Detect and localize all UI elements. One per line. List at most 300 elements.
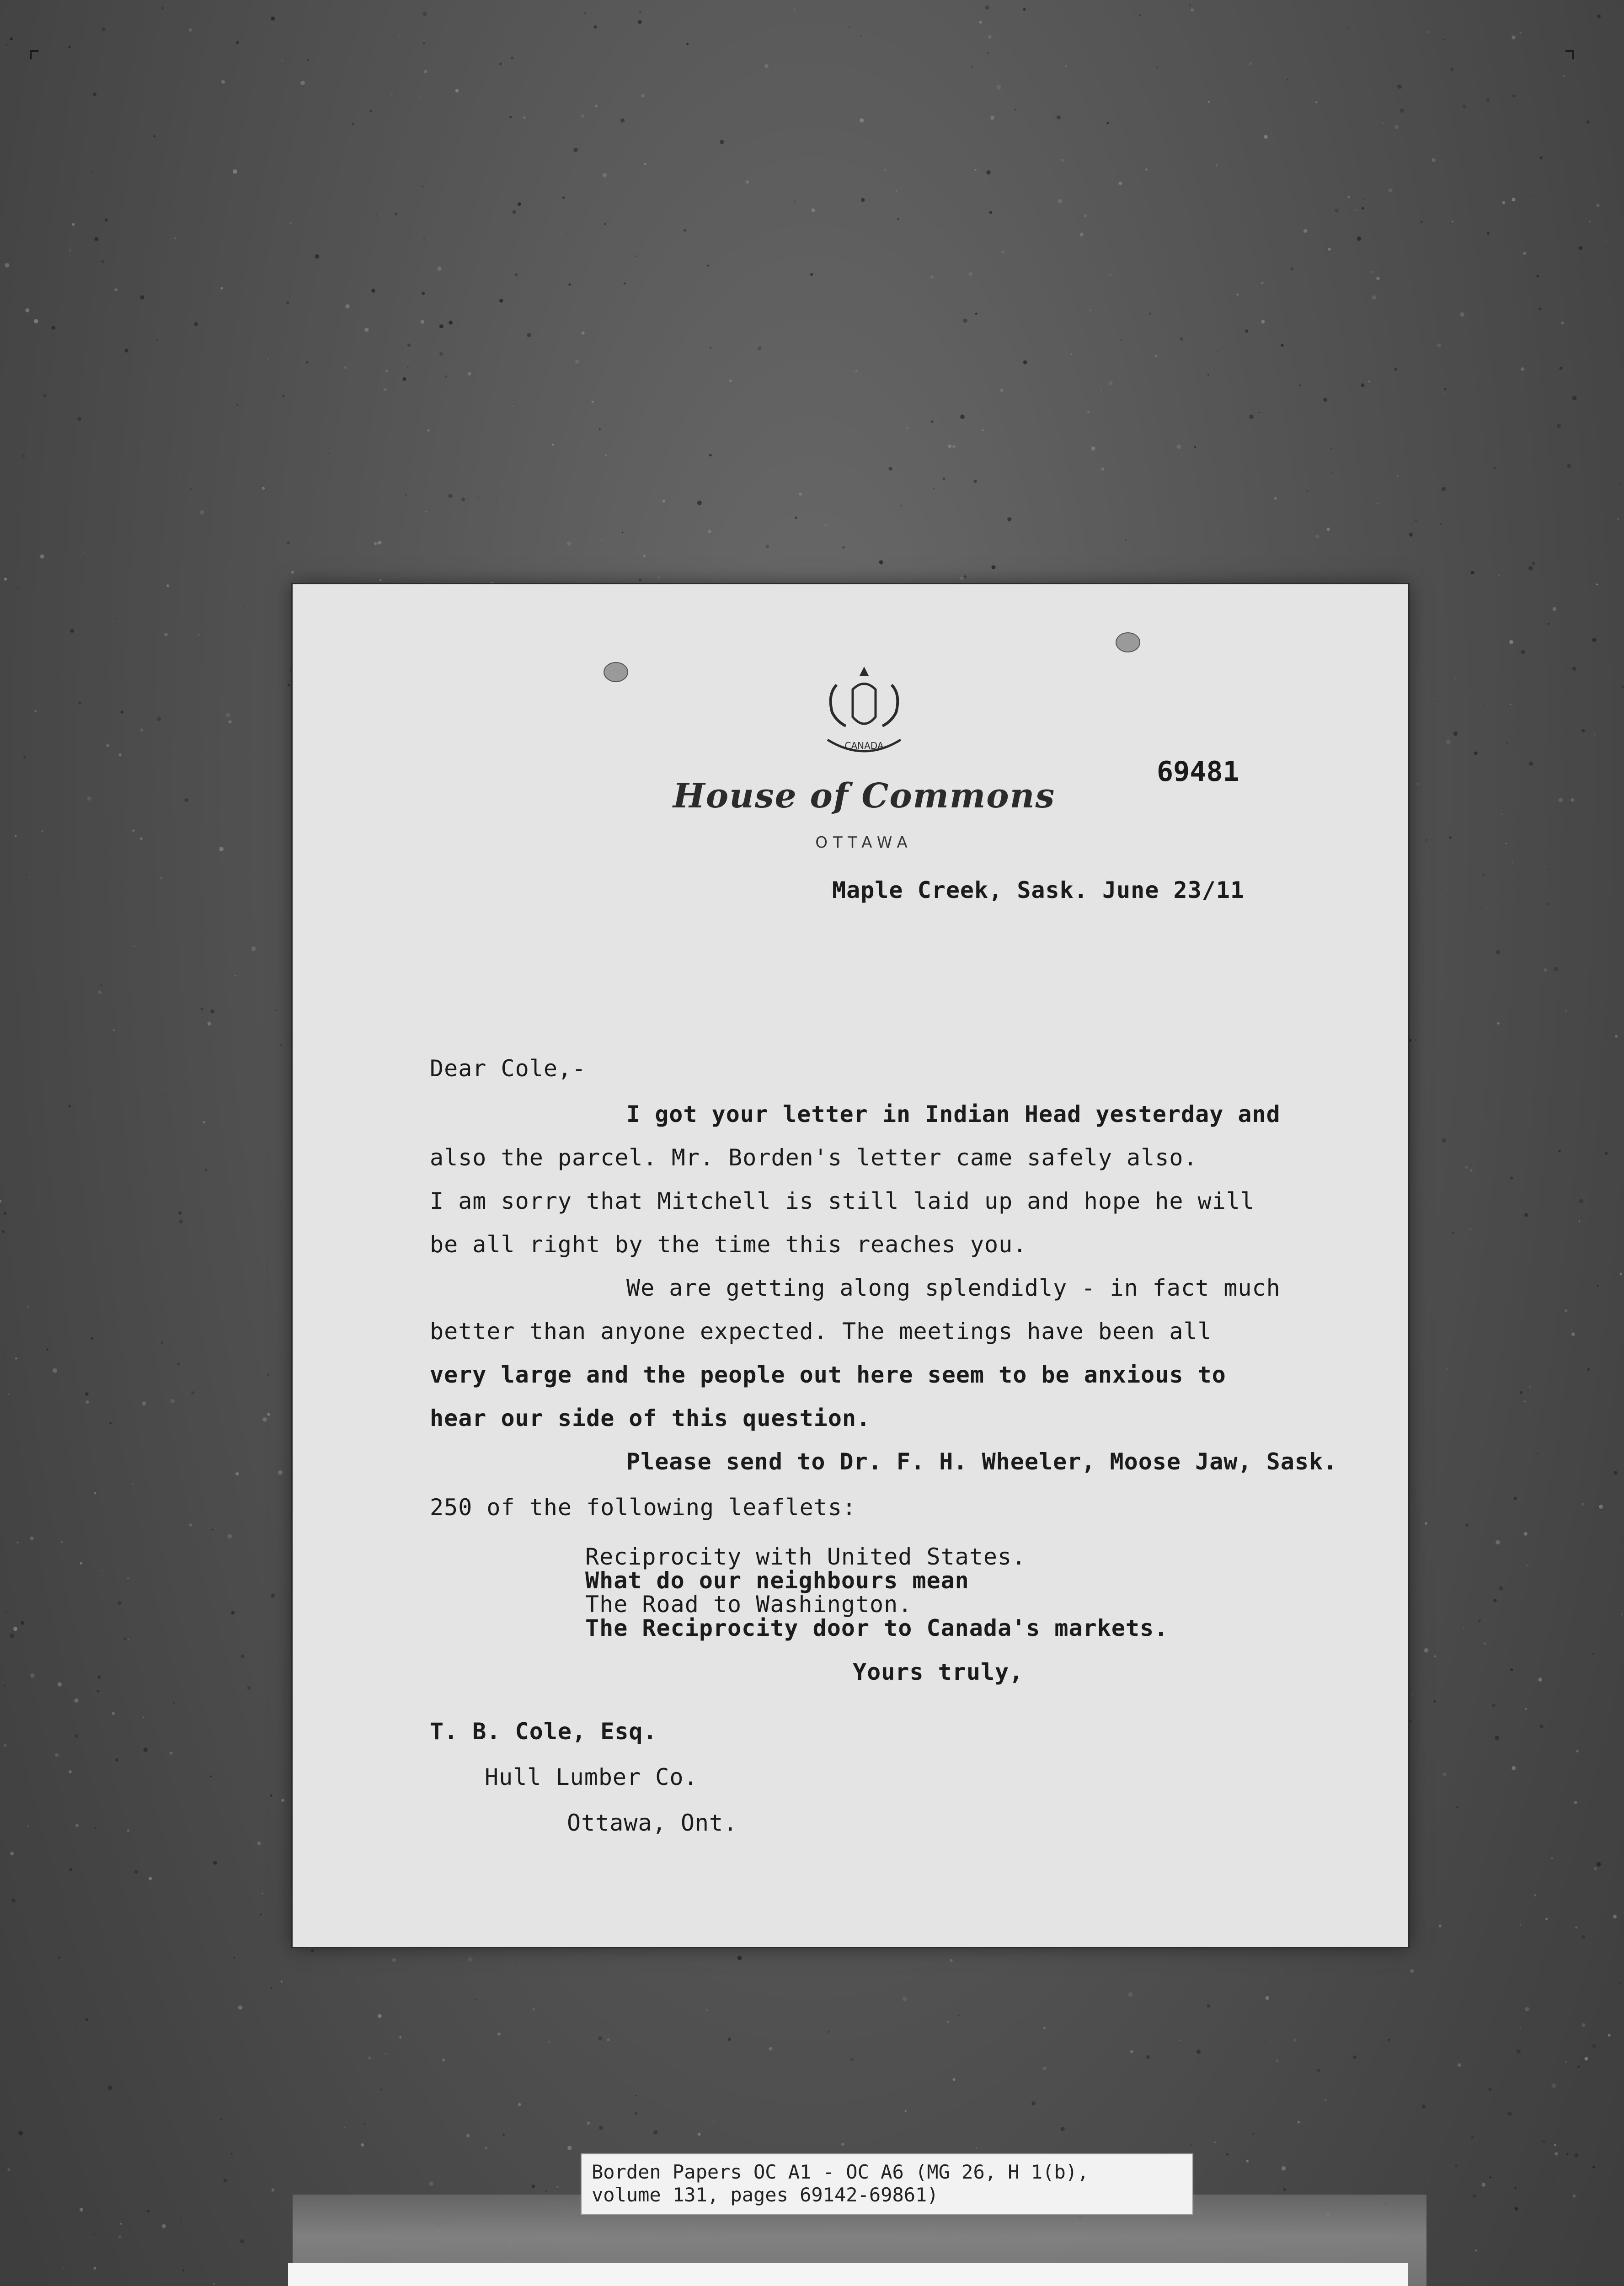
film-speck bbox=[1080, 233, 1084, 236]
film-speck bbox=[1394, 125, 1399, 129]
film-speck bbox=[1567, 464, 1571, 468]
film-speck bbox=[1520, 1391, 1523, 1394]
film-speck bbox=[1410, 1720, 1411, 1722]
film-speck bbox=[17, 1541, 19, 1543]
film-speck bbox=[1551, 1857, 1553, 1859]
film-speck bbox=[1524, 1532, 1528, 1536]
film-speck bbox=[127, 1829, 130, 1832]
film-speck bbox=[1125, 539, 1127, 540]
film-speck bbox=[639, 11, 642, 14]
film-speck bbox=[598, 2036, 602, 2040]
film-speck bbox=[5, 263, 10, 267]
body-line: I am sorry that Mitchell is still laid up and hope he will bbox=[430, 1188, 1255, 1214]
salutation: Dear Cole,- bbox=[430, 1055, 587, 1082]
film-speck bbox=[575, 359, 579, 363]
film-speck bbox=[1571, 798, 1574, 801]
film-speck bbox=[1444, 394, 1445, 395]
film-speck bbox=[235, 975, 236, 976]
film-speck bbox=[1249, 415, 1254, 419]
film-speck bbox=[83, 551, 84, 553]
film-speck bbox=[257, 1842, 261, 1845]
film-speck bbox=[18, 2131, 23, 2135]
film-speck bbox=[468, 1957, 472, 1961]
film-speck bbox=[1453, 732, 1458, 736]
film-speck bbox=[1581, 1935, 1585, 1939]
film-speck bbox=[1510, 1668, 1513, 1671]
body-line: better than anyone expected. The meetings have been all bbox=[430, 1318, 1212, 1345]
film-speck bbox=[594, 25, 597, 28]
film-speck bbox=[21, 1621, 24, 1625]
film-speck bbox=[178, 1212, 182, 1215]
film-speck bbox=[114, 288, 118, 291]
film-speck bbox=[1214, 2142, 1216, 2143]
body-line: also the parcel. Mr. Borden's letter came safely also. bbox=[430, 1144, 1198, 1171]
film-speck bbox=[1619, 484, 1620, 486]
film-speck bbox=[1574, 2153, 1579, 2158]
film-speck bbox=[120, 2223, 122, 2225]
film-speck bbox=[573, 148, 578, 152]
leaflet-item: What do our neighbours mean bbox=[585, 1567, 969, 1594]
film-speck bbox=[1091, 446, 1095, 450]
film-speck bbox=[75, 1824, 79, 1827]
film-speck bbox=[556, 2186, 558, 2187]
film-speck bbox=[114, 1121, 115, 1122]
film-speck bbox=[562, 196, 565, 199]
film-speck bbox=[1565, 1010, 1567, 1011]
film-speck bbox=[1015, 109, 1016, 110]
film-speck bbox=[720, 140, 724, 144]
film-speck bbox=[501, 485, 502, 486]
film-speck bbox=[449, 320, 453, 325]
film-speck bbox=[662, 500, 666, 503]
film-speck bbox=[658, 577, 660, 578]
letterhead-title: House of Commons bbox=[673, 776, 1056, 816]
film-speck bbox=[149, 1935, 150, 1937]
film-speck bbox=[380, 2088, 382, 2091]
film-speck bbox=[1283, 2188, 1286, 2191]
film-speck bbox=[861, 36, 862, 37]
film-speck bbox=[4, 1352, 5, 1353]
film-speck bbox=[709, 454, 712, 457]
film-speck bbox=[503, 2134, 505, 2136]
film-speck bbox=[758, 346, 762, 350]
film-speck bbox=[127, 1577, 129, 1579]
film-speck bbox=[93, 2233, 95, 2236]
film-speck bbox=[13, 1627, 17, 1631]
film-speck bbox=[764, 64, 769, 68]
film-speck bbox=[1382, 123, 1384, 124]
film-speck bbox=[1525, 1708, 1527, 1710]
film-speck bbox=[1149, 313, 1151, 315]
film-speck bbox=[1553, 607, 1556, 611]
film-speck bbox=[1533, 195, 1534, 197]
film-speck bbox=[1323, 398, 1327, 402]
film-speck bbox=[109, 1422, 112, 1425]
film-speck bbox=[879, 560, 883, 564]
film-speck bbox=[643, 555, 646, 557]
film-speck bbox=[1306, 491, 1308, 492]
film-speck bbox=[1506, 843, 1507, 844]
film-speck bbox=[1463, 105, 1466, 108]
film-speck bbox=[1499, 1586, 1503, 1591]
film-speck bbox=[11, 1899, 16, 1903]
film-speck bbox=[1101, 467, 1104, 470]
film-speck bbox=[77, 417, 81, 421]
film-speck bbox=[1529, 762, 1533, 766]
film-speck bbox=[1332, 472, 1333, 473]
film-speck bbox=[198, 634, 200, 636]
film-speck bbox=[4, 1685, 5, 1687]
film-speck bbox=[799, 493, 802, 496]
film-speck bbox=[276, 1009, 277, 1011]
film-speck bbox=[988, 35, 992, 38]
film-speck bbox=[1559, 367, 1562, 370]
film-speck bbox=[1608, 2034, 1611, 2037]
film-speck bbox=[286, 301, 289, 304]
film-speck bbox=[810, 273, 813, 276]
film-speck bbox=[30, 1537, 34, 1540]
film-speck bbox=[69, 1105, 71, 1107]
film-speck bbox=[729, 379, 732, 382]
royal-coat-of-arms-icon bbox=[809, 657, 919, 758]
film-speck bbox=[1470, 1169, 1473, 1172]
film-speck bbox=[1515, 2207, 1518, 2211]
film-speck bbox=[171, 1399, 175, 1403]
film-speck bbox=[10, 1852, 14, 1856]
film-speck bbox=[234, 1957, 235, 1959]
film-speck bbox=[1372, 295, 1376, 299]
film-speck bbox=[1397, 85, 1401, 89]
film-speck bbox=[1460, 312, 1464, 317]
film-speck bbox=[4, 1212, 6, 1214]
film-speck bbox=[1440, 523, 1442, 525]
film-speck bbox=[906, 427, 909, 430]
dateline: Maple Creek, Sask. June 23/11 bbox=[832, 877, 1245, 903]
film-speck bbox=[1520, 2027, 1521, 2028]
film-speck bbox=[185, 798, 188, 802]
film-speck bbox=[599, 2126, 604, 2130]
film-speck bbox=[1552, 2083, 1556, 2088]
film-speck bbox=[974, 480, 977, 483]
film-speck bbox=[115, 1758, 118, 1762]
film-speck bbox=[518, 2103, 521, 2106]
film-speck bbox=[1328, 248, 1331, 251]
film-speck bbox=[1327, 528, 1330, 531]
film-speck bbox=[402, 377, 406, 381]
film-speck bbox=[794, 201, 796, 202]
film-speck bbox=[1571, 1332, 1575, 1336]
film-speck bbox=[423, 43, 425, 45]
film-speck bbox=[1261, 282, 1264, 284]
film-speck bbox=[1512, 862, 1513, 863]
film-speck bbox=[1585, 2057, 1588, 2061]
film-speck bbox=[346, 304, 350, 308]
film-speck bbox=[1408, 1039, 1411, 1042]
film-speck bbox=[989, 211, 993, 214]
film-speck bbox=[1510, 1177, 1513, 1180]
film-speck bbox=[259, 1913, 262, 1916]
film-speck bbox=[1572, 395, 1577, 400]
film-speck bbox=[595, 105, 598, 107]
film-speck bbox=[638, 20, 642, 24]
film-speck bbox=[1586, 120, 1589, 123]
film-speck bbox=[1315, 535, 1319, 539]
film-speck bbox=[344, 2127, 346, 2128]
film-speck bbox=[1605, 1152, 1608, 1155]
film-speck bbox=[1449, 836, 1452, 839]
film-speck bbox=[1437, 343, 1441, 347]
film-speck bbox=[281, 1799, 284, 1802]
film-speck bbox=[1548, 623, 1550, 625]
film-speck bbox=[997, 85, 1001, 90]
film-speck bbox=[1555, 2152, 1558, 2155]
film-speck bbox=[1597, 1285, 1599, 1287]
film-speck bbox=[1481, 2183, 1485, 2187]
film-speck bbox=[1023, 8, 1026, 11]
film-speck bbox=[1458, 2063, 1461, 2067]
leaflet-item: Reciprocity with United States. bbox=[585, 1544, 1026, 1570]
film-speck bbox=[289, 222, 292, 224]
film-speck bbox=[17, 588, 19, 589]
film-speck bbox=[15, 1357, 17, 1359]
film-speck bbox=[825, 524, 826, 526]
film-speck bbox=[684, 229, 686, 232]
film-speck bbox=[1571, 1330, 1572, 1331]
film-speck bbox=[236, 404, 238, 406]
film-speck bbox=[300, 81, 304, 85]
film-speck bbox=[644, 163, 646, 165]
film-speck bbox=[115, 618, 116, 619]
film-speck bbox=[357, 221, 358, 223]
film-speck bbox=[1426, 839, 1427, 841]
film-speck bbox=[1410, 1969, 1414, 1973]
film-speck bbox=[988, 52, 989, 53]
film-speck bbox=[23, 756, 26, 758]
film-speck bbox=[1575, 1926, 1577, 1928]
film-speck bbox=[147, 2210, 150, 2212]
film-speck bbox=[1554, 2144, 1556, 2146]
film-speck bbox=[74, 1698, 78, 1703]
film-speck bbox=[484, 2147, 487, 2150]
film-speck bbox=[1090, 310, 1091, 311]
film-speck bbox=[251, 946, 256, 951]
film-speck bbox=[1303, 229, 1307, 233]
film-speck bbox=[523, 117, 526, 119]
film-speck bbox=[162, 1089, 163, 1090]
film-speck bbox=[499, 63, 502, 65]
film-speck bbox=[515, 273, 518, 276]
film-speck bbox=[548, 2041, 550, 2043]
film-speck bbox=[1520, 1924, 1521, 1925]
film-speck bbox=[1474, 752, 1478, 755]
film-speck bbox=[307, 59, 309, 61]
film-speck bbox=[516, 1964, 517, 1965]
film-speck bbox=[1218, 351, 1219, 352]
film-speck bbox=[386, 370, 388, 372]
film-speck bbox=[697, 501, 702, 505]
film-speck bbox=[1194, 446, 1196, 448]
film-speck bbox=[1493, 1599, 1496, 1602]
film-speck bbox=[268, 358, 269, 359]
film-speck bbox=[1363, 198, 1365, 200]
film-speck bbox=[968, 272, 972, 276]
film-speck bbox=[75, 2028, 76, 2030]
film-speck bbox=[282, 60, 283, 61]
film-speck bbox=[1528, 566, 1533, 571]
film-speck bbox=[1261, 320, 1265, 324]
film-speck bbox=[499, 299, 503, 303]
film-speck bbox=[445, 375, 447, 378]
film-speck bbox=[1445, 1830, 1446, 1831]
film-speck bbox=[584, 12, 587, 15]
film-speck bbox=[1424, 1648, 1429, 1653]
film-speck bbox=[1176, 148, 1177, 149]
film-speck bbox=[1536, 275, 1539, 278]
film-speck bbox=[231, 1611, 235, 1615]
film-speck bbox=[1388, 2039, 1390, 2041]
film-speck bbox=[568, 283, 571, 286]
film-speck bbox=[1252, 2132, 1255, 2135]
film-speck bbox=[399, 35, 400, 36]
film-speck bbox=[55, 1753, 59, 1757]
film-speck bbox=[975, 169, 977, 171]
film-speck bbox=[710, 347, 711, 348]
film-speck bbox=[27, 1825, 29, 1827]
film-speck bbox=[1368, 380, 1370, 382]
film-speck bbox=[190, 488, 192, 490]
film-speck bbox=[1483, 874, 1485, 876]
film-speck bbox=[624, 282, 626, 284]
film-speck bbox=[1425, 1522, 1427, 1525]
film-speck bbox=[1330, 448, 1332, 449]
film-speck bbox=[1524, 1400, 1526, 1402]
film-speck bbox=[1207, 374, 1209, 376]
film-speck bbox=[860, 118, 864, 123]
film-speck bbox=[228, 720, 231, 723]
film-speck bbox=[267, 1373, 269, 1376]
film-speck bbox=[391, 94, 392, 95]
film-speck bbox=[204, 1168, 208, 1171]
body-line: Please send to Dr. F. H. Wheeler, Moose Jaw, Sask. bbox=[626, 1448, 1338, 1475]
film-speck bbox=[241, 1655, 244, 1658]
film-speck bbox=[1597, 1862, 1601, 1867]
film-speck bbox=[639, 578, 641, 581]
film-speck bbox=[1621, 1613, 1623, 1615]
film-speck bbox=[1007, 517, 1011, 521]
film-speck bbox=[1487, 232, 1490, 235]
film-speck bbox=[1592, 2166, 1595, 2168]
film-speck bbox=[1576, 1750, 1579, 1752]
film-speck bbox=[1565, 2061, 1567, 2062]
film-speck bbox=[1293, 2039, 1297, 2042]
film-speck bbox=[746, 180, 749, 183]
film-speck bbox=[423, 238, 425, 239]
film-speck bbox=[1245, 330, 1248, 333]
film-speck bbox=[1388, 188, 1392, 192]
film-speck bbox=[271, 1593, 275, 1598]
film-speck bbox=[1532, 562, 1535, 565]
film-speck bbox=[1473, 2195, 1476, 2198]
film-speck bbox=[124, 1638, 126, 1640]
film-speck bbox=[243, 605, 244, 606]
film-speck bbox=[737, 1956, 742, 1960]
film-speck bbox=[1614, 1471, 1618, 1474]
film-speck bbox=[371, 289, 375, 293]
film-speck bbox=[841, 2142, 844, 2146]
film-speck bbox=[1139, 14, 1141, 16]
film-speck bbox=[2, 1230, 5, 1233]
film-speck bbox=[1121, 340, 1122, 341]
film-speck bbox=[943, 477, 946, 480]
film-speck bbox=[1594, 1867, 1597, 1870]
film-speck bbox=[210, 1775, 212, 1777]
film-speck bbox=[191, 1391, 194, 1394]
film-speck bbox=[1207, 101, 1209, 103]
film-speck bbox=[124, 349, 128, 353]
film-speck bbox=[102, 1570, 103, 1572]
film-speck bbox=[855, 370, 858, 372]
film-speck bbox=[442, 2059, 445, 2062]
film-speck bbox=[1509, 640, 1513, 644]
film-speck bbox=[1415, 1039, 1417, 1041]
film-speck bbox=[288, 684, 290, 686]
film-speck bbox=[363, 2123, 365, 2125]
film-speck bbox=[1520, 1572, 1521, 1573]
film-speck bbox=[706, 2009, 708, 2011]
film-speck bbox=[896, 190, 897, 192]
film-speck bbox=[69, 1770, 72, 1773]
film-speck bbox=[1526, 1565, 1528, 1566]
film-speck bbox=[98, 1676, 101, 1679]
film-speck bbox=[40, 555, 44, 559]
film-speck bbox=[35, 710, 37, 712]
film-speck bbox=[1496, 950, 1501, 955]
film-speck bbox=[378, 2014, 382, 2018]
film-speck bbox=[164, 633, 168, 636]
film-speck bbox=[1515, 2187, 1517, 2189]
film-speck bbox=[1434, 1656, 1436, 1657]
film-speck bbox=[1523, 252, 1526, 255]
film-speck bbox=[175, 237, 176, 239]
film-speck bbox=[180, 473, 181, 474]
film-speck bbox=[352, 123, 354, 126]
film-speck bbox=[1497, 1022, 1499, 1025]
film-speck bbox=[561, 233, 562, 235]
film-speck bbox=[1474, 2249, 1477, 2252]
film-speck bbox=[220, 2118, 222, 2120]
film-speck bbox=[105, 219, 108, 222]
film-speck bbox=[140, 728, 143, 732]
film-speck bbox=[964, 575, 967, 578]
film-speck bbox=[812, 208, 815, 212]
film-speck bbox=[1023, 360, 1027, 364]
film-speck bbox=[1071, 353, 1073, 355]
film-speck bbox=[842, 546, 845, 549]
film-speck bbox=[513, 406, 514, 407]
film-corner-mark-top-left: ⌜ bbox=[27, 46, 41, 78]
film-speck bbox=[315, 254, 320, 259]
film-speck bbox=[8, 1394, 10, 1395]
film-speck bbox=[166, 584, 169, 587]
film-speck bbox=[422, 292, 425, 295]
film-speck bbox=[604, 223, 607, 225]
film-speck bbox=[1266, 1996, 1269, 2000]
film-speck bbox=[270, 1795, 272, 1797]
film-speck bbox=[641, 94, 645, 98]
film-speck bbox=[1409, 533, 1413, 537]
film-speck bbox=[1506, 742, 1508, 744]
film-speck bbox=[1442, 1773, 1446, 1776]
